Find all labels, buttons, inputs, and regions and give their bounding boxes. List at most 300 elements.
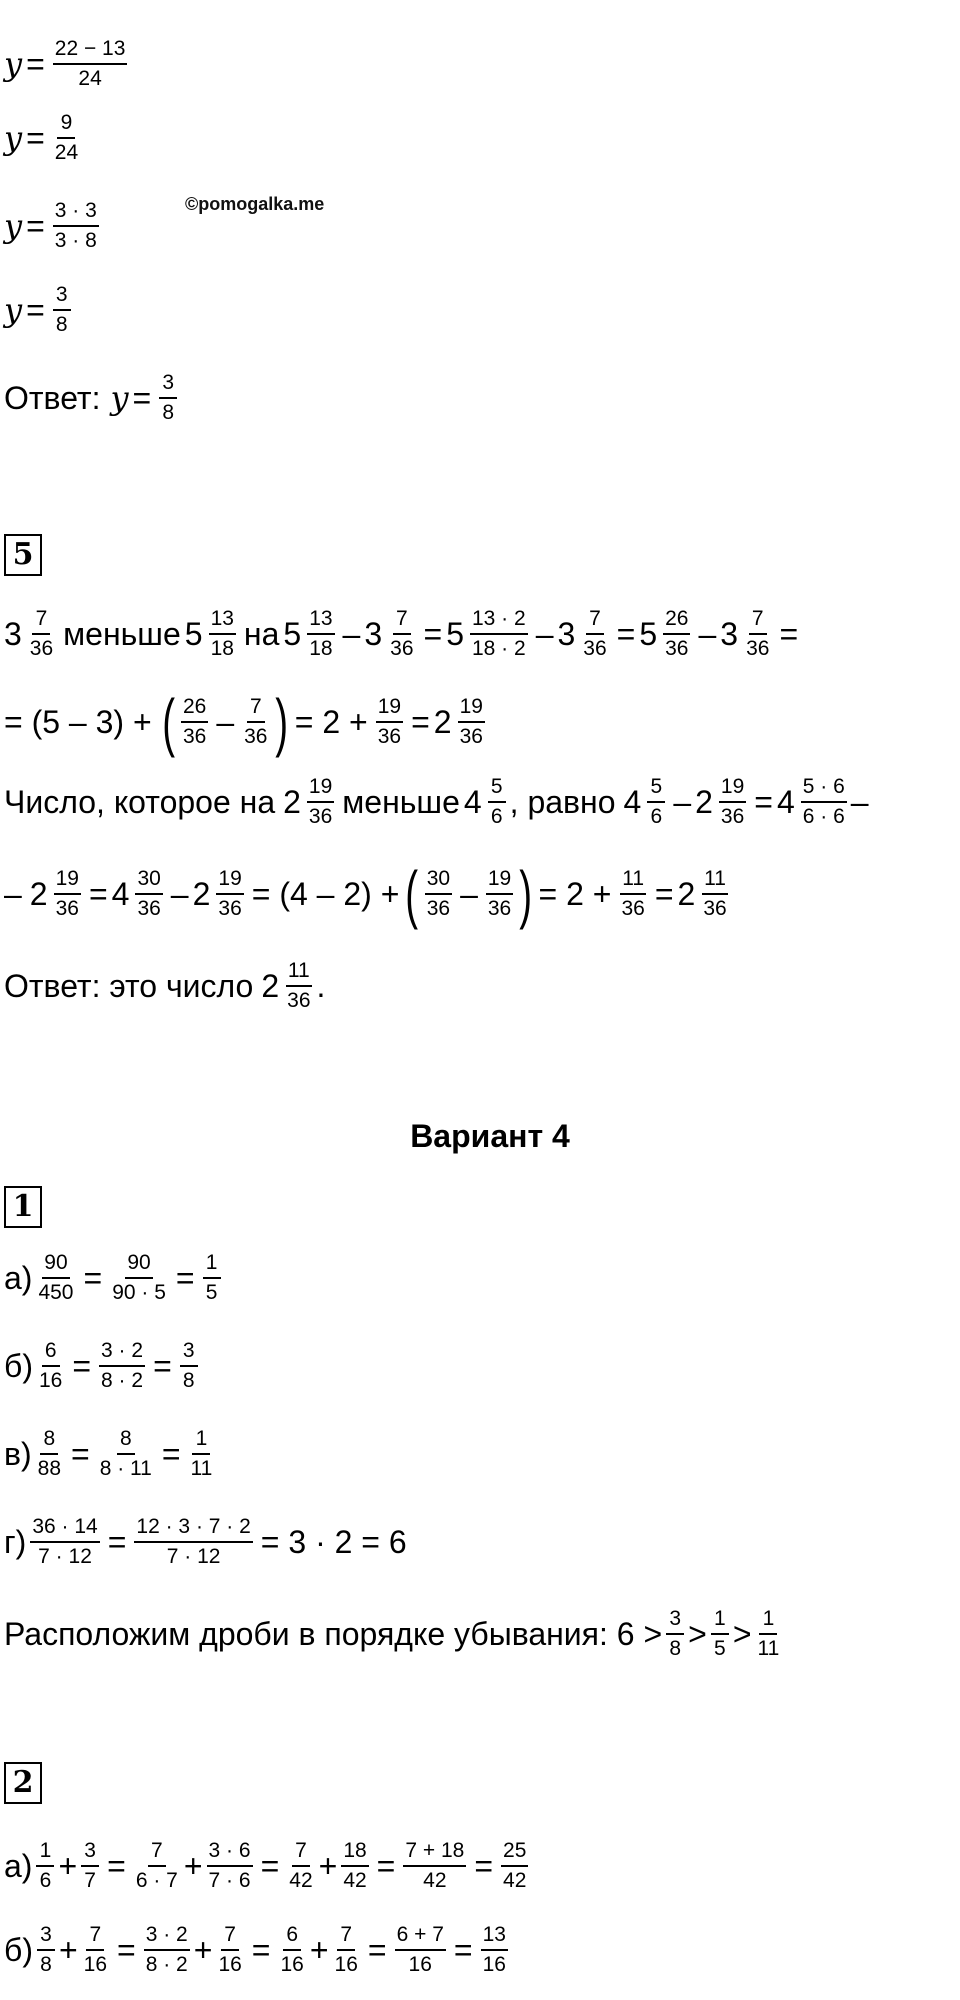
mixed-number: [639, 608, 694, 660]
numerator: 13: [481, 1924, 508, 1951]
plus-sign: +: [58, 1848, 78, 1885]
equals-sign: =: [779, 616, 799, 653]
equals-sign: =: [107, 1524, 127, 1561]
denominator: 16: [334, 1953, 358, 1977]
fraction: [481, 1924, 508, 1976]
whole-part: 4: [623, 784, 642, 821]
denominator: 6: [490, 805, 503, 829]
mixed-number: [283, 608, 338, 660]
denominator: 8 · 2: [145, 1953, 188, 1977]
fraction: [242, 696, 269, 748]
fraction: [53, 38, 128, 90]
minus-sign: –: [460, 876, 478, 912]
numerator: 11: [620, 868, 646, 895]
numerator: 22 − 13: [53, 38, 128, 65]
numerator: 13 · 2: [470, 608, 528, 635]
mixed-number: [464, 776, 510, 828]
denominator: 36: [55, 897, 79, 920]
numerator: 5 · 6: [801, 776, 847, 803]
denominator: 42: [289, 1869, 313, 1893]
denominator: 7: [84, 1869, 96, 1893]
task-number-box: 1: [4, 1186, 42, 1228]
whole-part: 2: [433, 704, 452, 740]
equals-sign: =: [175, 1260, 195, 1297]
numerator: 3 · 3: [53, 200, 99, 227]
numerator: 1: [203, 1252, 221, 1279]
whole-part: 4: [776, 784, 795, 821]
task5-answer: [4, 960, 325, 1012]
denominator: 36: [218, 897, 242, 920]
minus-sign: –: [698, 616, 717, 653]
denominator: 36: [390, 637, 414, 661]
minus-sign: –: [170, 876, 189, 912]
item-label: б): [4, 1348, 33, 1385]
minus-sign: –: [673, 784, 692, 821]
fraction: [99, 1340, 145, 1392]
denominator: 90 · 5: [112, 1281, 166, 1305]
denominator: 8: [182, 1369, 195, 1393]
whole-part: 3: [4, 616, 22, 653]
denominator: 6 · 7: [135, 1869, 178, 1893]
fraction: [458, 696, 485, 748]
denominator: 42: [503, 1869, 527, 1893]
fraction: [135, 868, 162, 920]
denominator: 8 · 2: [101, 1369, 144, 1393]
numerator: 13: [307, 608, 334, 635]
fraction: [53, 200, 99, 252]
mixed-number: [434, 696, 489, 748]
text: Число, которое на: [4, 784, 276, 821]
fraction: [470, 608, 528, 660]
whole-part: 2: [29, 876, 48, 912]
denominator: 36: [459, 725, 483, 748]
fraction: [82, 1924, 109, 1976]
denominator: 36: [703, 897, 727, 920]
fraction: [181, 696, 208, 748]
fraction: [134, 1516, 252, 1568]
v4-task1-order: [4, 1608, 785, 1660]
mixed-number: [30, 868, 85, 920]
numerator: 25: [501, 1840, 528, 1867]
text: меньше: [63, 616, 181, 653]
equals-sign: =: [411, 704, 430, 740]
fraction: [36, 1428, 63, 1480]
text: , равно: [509, 784, 616, 821]
denominator: 3 · 8: [54, 229, 97, 253]
fraction: [376, 696, 403, 748]
equals-sign: =: [376, 1848, 396, 1885]
numerator: 1: [759, 1608, 777, 1635]
fraction: [285, 960, 312, 1012]
denominator: 36: [137, 897, 161, 920]
fraction: [647, 776, 665, 828]
fraction: [144, 1924, 190, 1976]
denominator: 7 · 12: [166, 1545, 221, 1569]
fraction: [53, 112, 80, 164]
numerator: 1: [711, 1608, 729, 1635]
paren-close: ): [275, 686, 289, 758]
text: = (5 – 3) +: [4, 704, 152, 740]
fraction: [801, 776, 847, 828]
fraction: [81, 1840, 99, 1892]
numerator: 19: [307, 776, 334, 803]
fraction: [189, 1428, 215, 1480]
numerator: 8: [40, 1428, 58, 1455]
paren-open: (: [161, 686, 175, 758]
text: Расположим дроби в порядке убывания: 6 >: [4, 1616, 663, 1653]
numerator: 7: [247, 696, 265, 723]
variable-y: y: [4, 291, 23, 330]
fraction: [666, 1608, 684, 1660]
fraction: [581, 608, 608, 660]
denominator: 42: [343, 1869, 367, 1893]
task5-line-2: [4, 686, 489, 758]
equals-sign: =: [26, 208, 45, 245]
equals-sign: =: [26, 46, 45, 83]
denominator: 36: [29, 637, 54, 661]
denominator: 18 · 2: [471, 637, 526, 661]
whole-part: 3: [720, 616, 739, 653]
numerator: 7: [337, 1924, 355, 1951]
equals-sign: =: [83, 1260, 103, 1297]
minus-sign: –: [216, 704, 235, 740]
numerator: 6: [42, 1340, 60, 1367]
minus-sign: –: [4, 876, 22, 912]
numerator: 19: [486, 868, 513, 895]
denominator: 36: [720, 805, 745, 829]
denominator: 36: [426, 897, 451, 920]
numerator: 3 · 2: [144, 1924, 190, 1951]
whole-part: 2: [677, 876, 696, 912]
denominator: 6: [39, 1869, 52, 1893]
numerator: 26: [663, 608, 690, 635]
numerator: 19: [54, 868, 81, 895]
section-heading: Вариант 4: [410, 1118, 570, 1154]
equals-sign: =: [26, 292, 45, 329]
mixed-number: [185, 608, 240, 660]
denominator: 24: [78, 67, 102, 91]
denominator: 36: [487, 897, 512, 920]
equals-sign: =: [132, 380, 152, 417]
numerator: 11: [702, 868, 728, 895]
numerator: 1: [192, 1428, 210, 1455]
numerator: 7 + 18: [403, 1840, 466, 1867]
numerator: 19: [376, 696, 403, 723]
v4-task1-a: [4, 1252, 225, 1304]
text: на: [243, 616, 280, 653]
denominator: 16: [482, 1953, 506, 1977]
denominator: 450: [38, 1281, 74, 1305]
denominator: 16: [218, 1953, 242, 1977]
denominator: 88: [37, 1457, 62, 1481]
period: .: [316, 968, 326, 1005]
whole-part: 3: [557, 616, 576, 653]
fraction: [278, 1924, 305, 1976]
plus-sign: +: [193, 1932, 213, 1969]
whole-part: 5: [283, 616, 302, 653]
plus-sign: +: [318, 1848, 338, 1885]
denominator: 36: [621, 897, 645, 920]
numerator: 19: [719, 776, 746, 803]
minus-sign: –: [850, 784, 869, 821]
fraction: [425, 868, 452, 920]
whole-part: 5: [184, 616, 203, 653]
fraction: [486, 868, 513, 920]
denominator: 24: [54, 141, 79, 165]
numerator: 30: [425, 868, 452, 895]
paren-close: ): [519, 858, 533, 930]
fraction: [663, 608, 690, 660]
numerator: 6: [283, 1924, 301, 1951]
fraction: [701, 868, 728, 920]
item-label: а): [4, 1848, 33, 1885]
mixed-number: [4, 608, 59, 660]
numerator: 90: [125, 1252, 152, 1279]
denominator: 16: [408, 1953, 432, 1977]
denominator: 36: [665, 637, 689, 661]
denominator: 16: [280, 1953, 304, 1977]
numerator: 3: [159, 372, 177, 399]
denominator: 36: [308, 805, 333, 829]
numerator: 3: [81, 1840, 99, 1867]
v4-task2-a: [4, 1840, 532, 1892]
fraction: [98, 1428, 154, 1480]
denominator: 5: [714, 1637, 726, 1661]
fraction: [333, 1924, 360, 1976]
mixed-number: [624, 776, 670, 828]
text: = 3 · 2 = 6: [260, 1524, 407, 1561]
plus-sign: +: [309, 1932, 329, 1969]
numerator: 36 · 14: [30, 1516, 99, 1543]
item-label: б): [4, 1932, 33, 1969]
denominator: 6: [650, 805, 663, 829]
fraction: [37, 1340, 64, 1392]
whole-part: 4: [111, 876, 130, 912]
equals-sign: =: [161, 1436, 181, 1473]
fraction: [341, 1840, 368, 1892]
fraction: [54, 868, 81, 920]
equals-sign: =: [117, 1932, 136, 1969]
denominator: 18: [210, 637, 234, 661]
numerator: 19: [458, 696, 485, 723]
denominator: 36: [244, 725, 268, 748]
fraction: [395, 1924, 446, 1976]
v4-task1-c: [4, 1428, 218, 1480]
numerator: 19: [216, 868, 243, 895]
v4-task2-b: [4, 1924, 512, 1976]
fraction: [216, 868, 243, 920]
numerator: 3 · 6: [207, 1840, 253, 1867]
fraction: [37, 1924, 55, 1976]
numerator: 12 · 3 · 7 · 2: [134, 1516, 252, 1543]
fraction: [619, 868, 646, 920]
variable-y: y: [4, 119, 23, 158]
denominator: 11: [190, 1457, 213, 1481]
numerator: 8: [117, 1428, 135, 1455]
text: = 2 +: [294, 704, 368, 740]
denominator: 6 · 6: [802, 805, 845, 829]
numerator: 3 · 2: [99, 1340, 145, 1367]
equation-line-4: [4, 284, 75, 336]
greater-sign: >: [732, 1616, 752, 1653]
fraction: [403, 1840, 466, 1892]
numerator: 7: [292, 1840, 310, 1867]
denominator: 7 · 6: [208, 1869, 251, 1893]
mixed-number: [364, 608, 419, 660]
mixed-number: [557, 608, 612, 660]
equals-sign: =: [88, 876, 108, 912]
whole-part: 4: [463, 784, 482, 821]
fraction: [36, 1252, 75, 1304]
numerator: 3: [53, 284, 71, 311]
minus-sign: –: [535, 616, 554, 653]
denominator: 18: [309, 637, 333, 661]
mixed-number: [720, 608, 775, 660]
numerator: 5: [488, 776, 506, 803]
fraction: [36, 1840, 54, 1892]
denominator: 5: [205, 1281, 218, 1305]
variable-y: y: [4, 45, 23, 84]
mixed-number: [695, 776, 750, 828]
plus-sign: +: [183, 1848, 203, 1885]
numerator: 7: [393, 608, 411, 635]
mixed-number: [446, 608, 532, 660]
answer-label: Ответ:: [4, 380, 101, 417]
fraction: [711, 1608, 729, 1660]
whole-part: 2: [261, 968, 280, 1005]
numerator: 9: [57, 112, 75, 139]
watermark: ©pomogalka.me: [185, 194, 325, 214]
numerator: 7: [221, 1924, 239, 1951]
fraction: [501, 1840, 528, 1892]
numerator: 90: [42, 1252, 69, 1279]
numerator: 7: [32, 608, 50, 635]
denominator: 16: [38, 1369, 63, 1393]
whole-part: 2: [695, 784, 713, 821]
fraction: [207, 1840, 253, 1892]
numerator: 30: [135, 868, 162, 895]
denominator: 7 · 12: [38, 1545, 92, 1569]
text: = (4 – 2) +: [251, 876, 400, 912]
numerator: 11: [286, 960, 312, 987]
task5-line-3: [4, 776, 869, 828]
numerator: 13: [209, 608, 236, 635]
numerator: 3: [180, 1340, 198, 1367]
denominator: 8: [669, 1637, 681, 1661]
equation-line-2: [4, 112, 84, 164]
variable-y: y: [4, 207, 23, 246]
denominator: 8 · 11: [99, 1457, 152, 1481]
denominator: 36: [746, 637, 770, 661]
item-label: г): [4, 1524, 27, 1561]
numerator: 7: [749, 608, 767, 635]
fraction: [209, 608, 236, 660]
text: меньше: [342, 784, 460, 821]
equals-sign: =: [754, 784, 773, 821]
mixed-number: [112, 868, 167, 920]
numerator: 6 + 7: [395, 1924, 446, 1951]
fraction: [30, 1516, 99, 1568]
fraction: [203, 1252, 221, 1304]
plus-sign: +: [58, 1932, 78, 1969]
numerator: 7: [586, 608, 604, 635]
task5-line-1: [4, 608, 802, 660]
whole-part: 2: [283, 784, 301, 821]
mixed-number: [777, 776, 851, 828]
equals-sign: =: [616, 616, 636, 653]
fraction: [307, 608, 334, 660]
equals-sign: =: [453, 1932, 473, 1969]
greater-sign: >: [688, 1616, 707, 1653]
numerator: 3: [666, 1608, 684, 1635]
mixed-number: [261, 960, 316, 1012]
v4-task1-d: [4, 1516, 411, 1568]
fraction: [216, 1924, 243, 1976]
equals-sign: =: [367, 1932, 387, 1969]
numerator: 3: [37, 1924, 55, 1951]
task5-line-4: [4, 858, 733, 930]
item-label: в): [4, 1436, 32, 1473]
item-label: а): [4, 1260, 33, 1297]
mixed-number: [193, 868, 248, 920]
denominator: 8: [40, 1953, 52, 1977]
equals-sign: =: [71, 1436, 90, 1473]
equals-sign: =: [107, 1848, 126, 1885]
whole-part: 2: [192, 876, 211, 912]
fraction: [488, 776, 506, 828]
whole-part: 5: [446, 616, 464, 653]
numerator: 18: [341, 1840, 368, 1867]
numerator: 26: [181, 696, 208, 723]
numerator: 7: [86, 1924, 104, 1951]
minus-sign: –: [342, 616, 361, 653]
numerator: 7: [148, 1840, 166, 1867]
denominator: 36: [182, 725, 207, 748]
denominator: 36: [583, 637, 607, 661]
fraction: [28, 608, 55, 660]
fraction: [719, 776, 746, 828]
fraction: [388, 608, 415, 660]
denominator: 8: [162, 401, 175, 425]
mixed-number: [678, 868, 733, 920]
fraction: [53, 284, 71, 336]
equation-line-1: [4, 38, 131, 90]
equals-sign: =: [72, 1348, 92, 1385]
whole-part: 3: [364, 616, 383, 653]
fraction: [110, 1252, 168, 1304]
numerator: 1: [36, 1840, 54, 1867]
numerator: 5: [647, 776, 665, 803]
fraction: [180, 1340, 198, 1392]
v4-task1-b: [4, 1340, 202, 1392]
variable-y: y: [110, 379, 129, 418]
whole-part: 5: [639, 616, 658, 653]
answer-line: [4, 372, 181, 424]
equals-sign: =: [474, 1848, 494, 1885]
denominator: 16: [83, 1953, 108, 1977]
text: = 2 +: [538, 876, 612, 912]
fraction: [307, 776, 334, 828]
denominator: 42: [423, 1869, 447, 1893]
equals-sign: =: [260, 1848, 280, 1885]
paren-open: (: [405, 858, 419, 930]
equals-sign: =: [251, 1932, 271, 1969]
fraction: [744, 608, 771, 660]
equation-line-3: [4, 200, 103, 252]
equals-sign: =: [153, 1348, 172, 1385]
task-number-box: 2: [4, 1762, 42, 1804]
denominator: 36: [287, 989, 311, 1013]
